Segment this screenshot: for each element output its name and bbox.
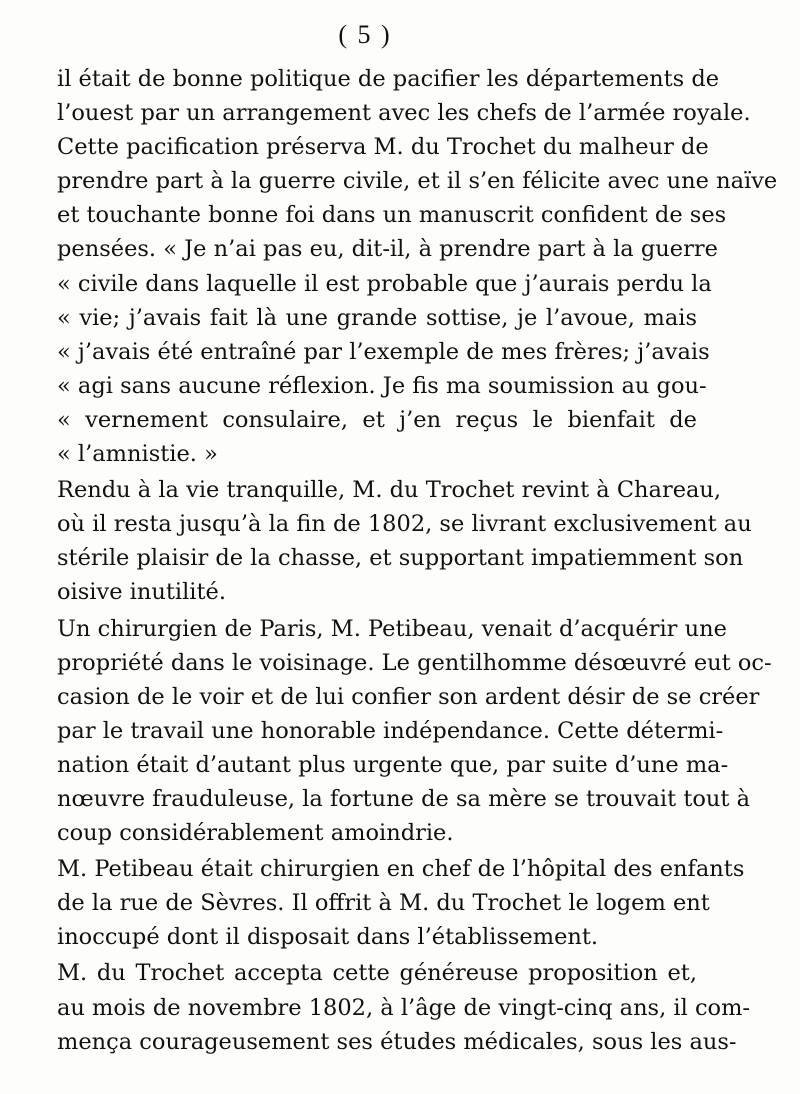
- text-line: « civile dans laquelle il est probable que j’aurais perdu la: [57, 270, 712, 297]
- text-line: au mois de novembre 1802, à l’âge de vingt-cinq ans, il com-: [57, 994, 751, 1021]
- body-text: [57, 62, 778, 1059]
- text-line: et touchante bonne foi dans un manuscrit confident de ses: [57, 202, 727, 229]
- text-line: « vie; j’avais fait là une grande sottise, je l’avoue, mais: [57, 304, 697, 331]
- text-line: « j’avais été entraîné par l’exemple de mes frères; j’avais: [57, 338, 710, 365]
- text-line: où il resta jusqu’à la fin de 1802, se livrant exclusivement au: [57, 511, 752, 538]
- text-line: Cette pacification préserva M. du Trochet du malheur de: [57, 134, 709, 161]
- text-line: par le travail une honorable indépendance. Cette détermi-: [57, 717, 724, 744]
- page-number: ( 5 ): [338, 20, 392, 49]
- text-line: stérile plaisir de la chasse, et supportant impatiemment son: [57, 545, 744, 572]
- text-line: Un chirurgien de Paris, M. Petibeau, venait d’acquérir une: [57, 615, 727, 642]
- paragraph-2: [57, 473, 752, 609]
- paragraph-4: [57, 852, 745, 954]
- paragraph-1: [57, 62, 778, 471]
- text-line: de la rue de Sèvres. Il offrit à M. du Trochet le logem ent: [57, 890, 710, 917]
- text-line: M. Petibeau était chirurgien en chef de l’hôpital des enfants: [57, 856, 745, 883]
- text-line: pensées. « Je n’ai pas eu, dit-il, à prendre part à la guerre: [57, 236, 718, 263]
- paragraph-5: [57, 956, 751, 1058]
- text-line: inoccupé dont il disposait dans l’établissement.: [57, 924, 599, 951]
- text-line: M. du Trochet accepta cette généreuse proposition et,: [57, 960, 697, 987]
- text-line: « l’amnistie. »: [57, 441, 218, 468]
- text-line: coup considérablement amoindrie.: [57, 820, 454, 847]
- text-line: il était de bonne politique de pacifier les départements de: [57, 66, 720, 92]
- text-line: prendre part à la guerre civile, et il s’en félicite avec une naïve: [57, 168, 778, 195]
- text-line: « vernement consulaire, et j’en reçus le bienfait de: [57, 406, 697, 433]
- text-line: casion de le voir et de lui confier son ardent désir de se créer: [57, 683, 760, 710]
- text-line: nœuvre frauduleuse, la fortune de sa mère se trouvait tout à: [57, 785, 751, 812]
- paragraph-3: [57, 612, 772, 851]
- text-line: oisive inutilité.: [57, 579, 226, 606]
- text-line: mença courageusement ses études médicales, sous les aus-: [57, 1028, 737, 1055]
- text-line: « agi sans aucune réflexion. Je fis ma soumission au gou-: [57, 372, 707, 399]
- text-line: l’ouest par un arrangement avec les chefs de l’armée royale.: [57, 100, 751, 127]
- text-line: propriété dans le voisinage. Le gentilhomme désœuvré eut oc-: [57, 649, 772, 676]
- text-line: nation était d’autant plus urgente que, par suite d’une ma-: [57, 751, 729, 778]
- text-line: Rendu à la vie tranquille, M. du Trochet revint à Chareau,: [57, 477, 722, 504]
